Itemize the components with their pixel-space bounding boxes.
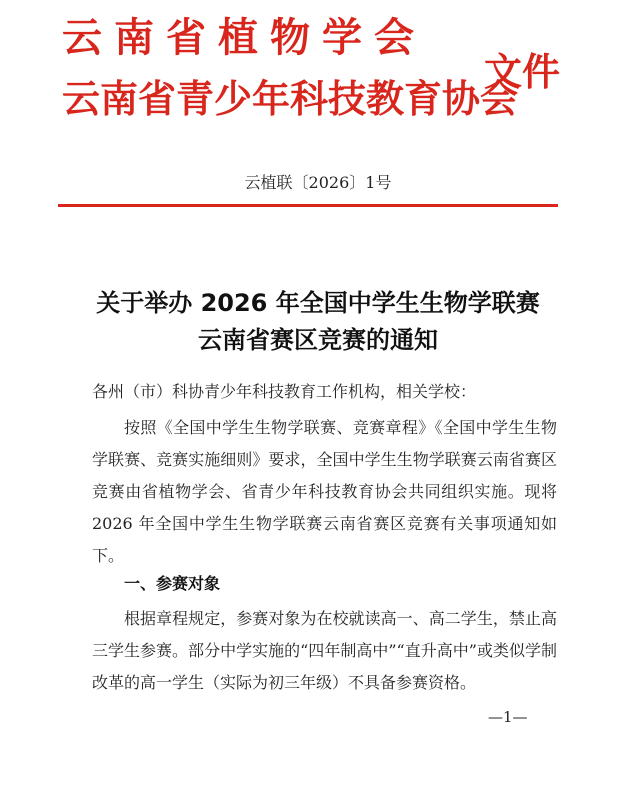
document-number: 云植联〔2026〕1号	[244, 173, 392, 192]
document-title-line1: 关于举办 2026 年全国中学生生物学联赛	[96, 289, 540, 317]
issuing-org-youth-tech-association: 云南省青少年科技教育协会	[62, 77, 519, 121]
section-heading-participants: 一、参赛对象	[124, 574, 221, 593]
salutation: 各州（市）科协青少年科技教育工作机构，相关学校：	[92, 382, 477, 401]
body-paragraph-participants: 根据章程规定，参赛对象为在校就读高一、高二学生，禁止高三学生参赛。部分中学实施的“四年制高中”“直升高中”或类似学制改革的高一学生（实际为初三年级）不具备参赛资格。	[92, 609, 557, 692]
page-number: —1—	[488, 708, 528, 726]
document-type-label: 文件	[484, 50, 561, 94]
header-red-rule	[58, 204, 558, 207]
body-paragraph-intro: 按照《全国中学生生物学联赛、竞赛章程》《全国中学生生物学联赛、竞赛实施细则》要求，全国中学生生物学联赛云南省赛区竞赛由省植物学会、省青少年科技教育协会共同组织实施。现将 2026 年全国中学生生物学联赛云南省赛区竞赛有关事项通知如下。	[92, 418, 557, 565]
issuing-org-botanical-society: 云南省植物学会	[62, 15, 426, 61]
document-title-line2: 云南省赛区竞赛的通知	[198, 326, 438, 354]
